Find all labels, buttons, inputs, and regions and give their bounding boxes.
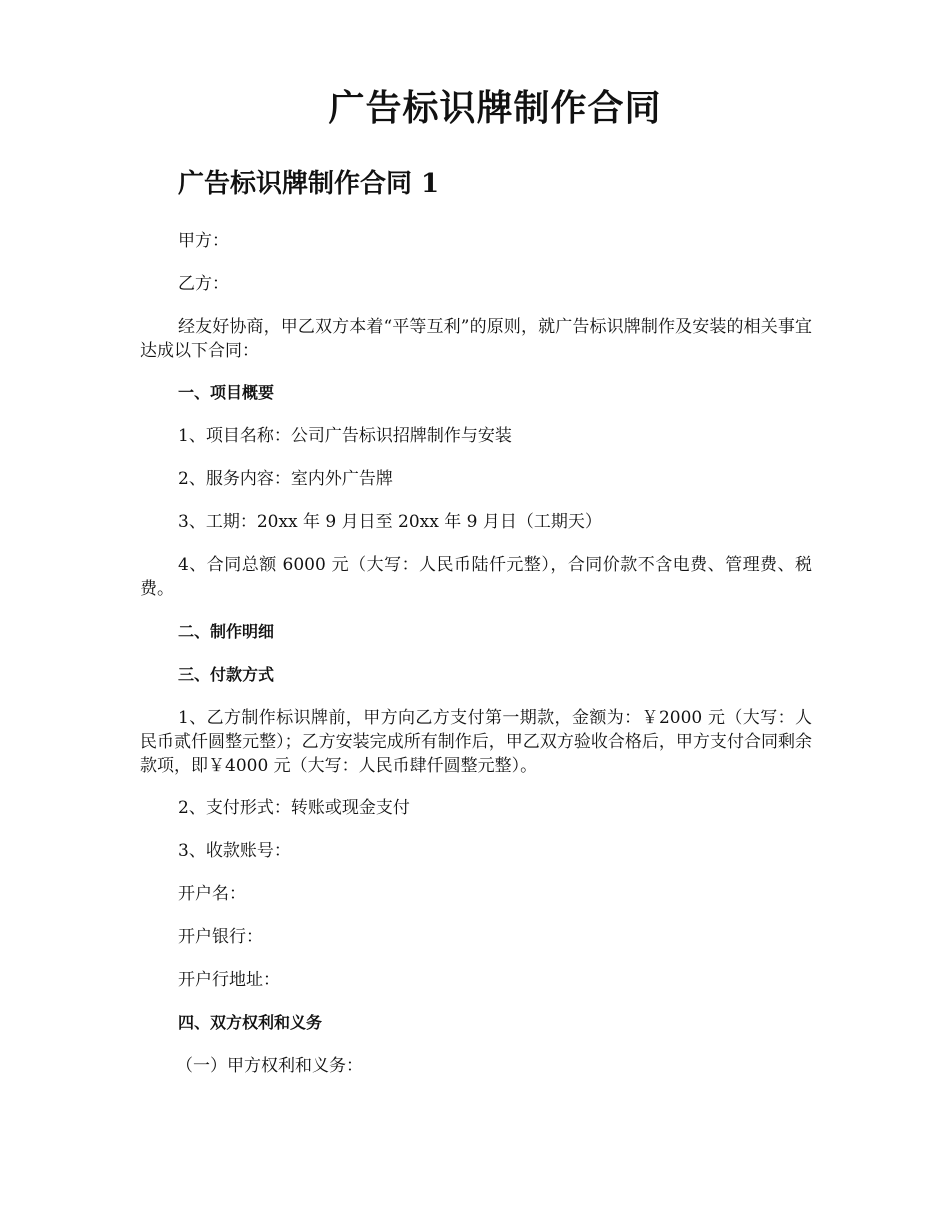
paragraph-party-b: 乙方： [178,274,229,294]
paragraph-schedule: 3、工期：20xx 年 9 月日至 20xx 年 9 月日（工期天） [178,512,602,532]
paragraph-account-number: 3、收款账号： [178,841,291,861]
paragraph-bank-name: 开户银行： [178,927,263,947]
section-title: 广告标识牌制作合同 1 [178,169,440,199]
paragraph-party-a: 甲方： [178,231,229,251]
heading-project-overview: 一、项目概要 [178,383,275,402]
document-title: 广告标识牌制作合同 [328,87,662,129]
paragraph-intro: 经友好协商，甲乙双方本着“平等互利”的原则，就广告标识牌制作及安装的相关事宜达成以下合同： [140,317,812,361]
paragraph-bank-address: 开户行地址： [178,970,280,990]
paragraph-party-a-rights: （一）甲方权利和义务： [176,1056,363,1076]
heading-rights-obligations: 四、双方权利和义务 [178,1013,323,1032]
paragraph-service-content: 2、服务内容：室内外广告牌 [178,469,393,489]
paragraph-account-name: 开户名： [178,884,246,904]
paragraph-payment-form: 2、支付形式：转账或现金支付 [178,798,410,818]
paragraph-payment-terms: 1、乙方制作标识牌前，甲方向乙方支付第一期款，金额为：￥2000 元（大写：人民币贰仟圆整元整）；乙方安装完成所有制作后，甲乙双方验收合格后，甲方支付合同剩余款项，即￥4000 元（大写：人民币肆仟圆整元整）。 [140,708,812,776]
heading-production-details: 二、制作明细 [178,622,275,641]
paragraph-project-name: 1、项目名称：公司广告标识招牌制作与安装 [178,426,512,446]
heading-payment-method: 三、付款方式 [178,665,275,684]
paragraph-contract-amount: 4、合同总额 6000 元（大写：人民币陆仟元整），合同价款不含电费、管理费、税费。 [140,555,812,599]
